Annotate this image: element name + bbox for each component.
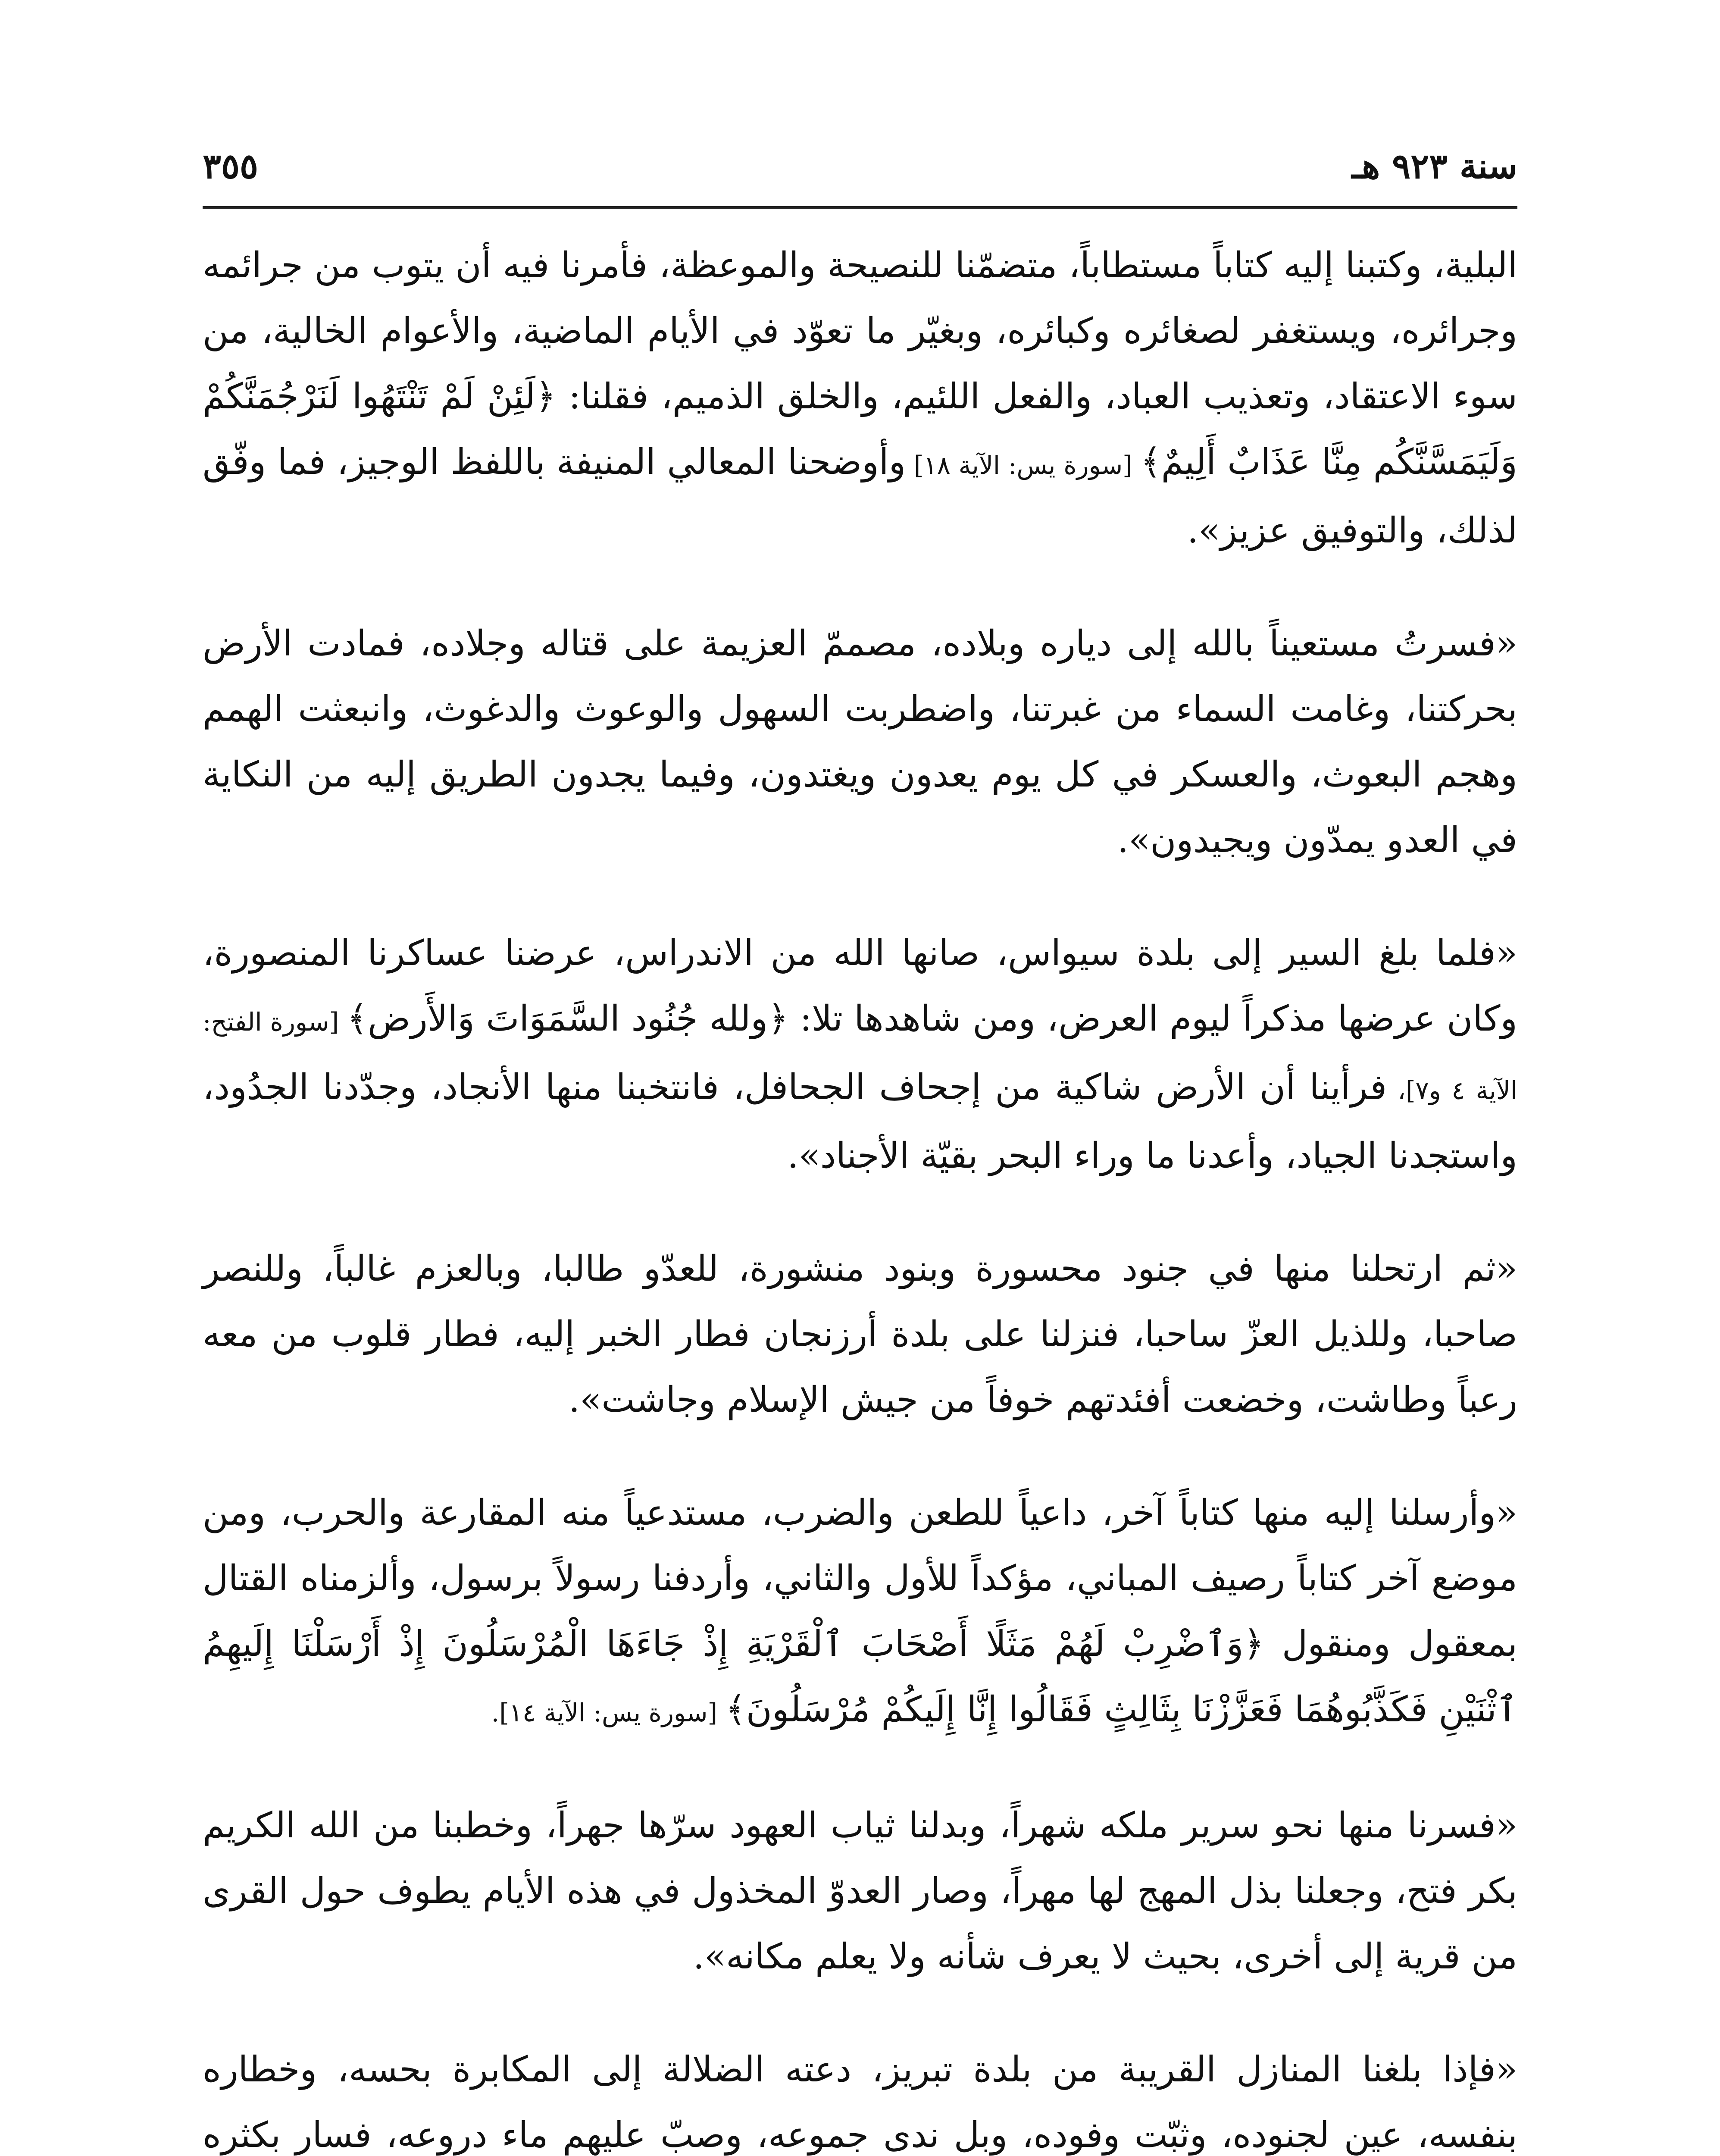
paragraph-text: «فإذا بلغنا المنازل القريبة من بلدة تبريز، دعته الضلالة إلى المكابرة بحسه، وخطاره بنفسه، عين لجنوده، وثبّت وفوده، وبل ندى جموعه، وصبّ عليهم ماء دروعه، فسار بكثره (203, 2049, 1517, 2156)
paragraph-text: «فسرنا منها نحو سرير ملكه شهراً، وبدلنا ثياب العهود سرّها جهراً، وخطبنا من الله الكريم بكر فتح، وجعلنا بذل المهج لها مهراً، وصار العدوّ المخذول في هذه الأيام يطوف حول القرى من قرية إلى أخرى، بحيث لا يعرف شأنه ولا يعلم مكانه». (203, 1805, 1517, 1977)
paragraph-7 (203, 2037, 1517, 2156)
paragraph-4 (203, 1236, 1517, 1433)
paragraph-2 (203, 611, 1517, 873)
verse-reference: [سورة الفتح: الآية ٤ و٧]، (203, 1007, 1517, 1105)
paragraph-text: البلية، وكتبنا إليه كتاباً مستطاباً، متضمّنا للنصيحة والموعظة، فأمرنا فيه أن يتوب من جرائمه وجرائره، ويستغفر لصغائره وكبائره، وبغيّر ما تعوّد في الأيام الماضية، والأعوام الخالية، من سوء الاعتقاد، وتعذيب العباد، والفعل اللئيم، والخلق الذميم، فقلنا: (203, 245, 1517, 417)
quran-verse: ﴿ولله جُنُود السَّمَوَاتَ وَالأَرض﴾ (347, 998, 789, 1039)
quran-verse: ﴿وَٱضْرِبْ لَهُمْ مَثَلًا أَصْحَابَ ٱلْقَرْيَةِ إِذْ جَاءَهَا الْمُرْسَلُونَ إِذْ أَرْسَلْنَا إِلَيهِمُ ٱثْنَيْنِ فَكَذَّبُوهُمَا فَعَزَّزْنَا بِثَالِثٍ فَقَالُوا إِنَّا إِلَيكُمْ مُرْسَلُونَ﴾ (203, 1623, 1517, 1730)
paragraph-3 (203, 921, 1517, 1189)
paragraph-text: «ثم ارتحلنا منها في جنود محسورة وبنود منشورة، للعدّو طالبا، وبالعزم غالباً، وللنصر صاحبا، وللذيل العزّ ساحبا، فنزلنا على بلدة أرزنجان فطار الخبر إليه، فطار قلوب من معه رعباً وطاشت، وخضعت أفئدتهم خوفاً من جيش الإسلام وجاشت». (203, 1248, 1517, 1420)
paragraph-1 (203, 233, 1517, 564)
paragraph-text: وأوضحنا المعالي المنيفة باللفظ الوجيز، فما وفّق لذلك، والتوفيق عزيز». (203, 442, 1517, 551)
paragraph-text: فرأينا أن الأرض شاكية من إجحاف الجحافل، فانتخبنا منها الأنجاد، وجدّدنا الجدُود، واستجدنا الجياد، وأعدنا ما وراء البحر بقيّة الأجناد». (203, 1067, 1517, 1176)
paragraph-6 (203, 1793, 1517, 1990)
paragraph-text: «فسرتُ مستعيناً بالله إلى دياره وبلاده، مصممّ العزيمة على قتاله وجلاده، فمادت الأرض بحركتنا، وغامت السماء من غبرتنا، واضطربت السهول والوعوث والدغوث، وانبعثت الهمم وهجم البعوث، والعسكر في كل يوم يعدون ويغتدون، وفيما يجدون الطريق إليه من النكاية في العدو يمدّون ويجيدون». (203, 623, 1517, 861)
body-text (203, 233, 1517, 2156)
verse-reference: [سورة يس: الآية ١٤]. (491, 1698, 726, 1727)
verse-reference: [سورة يس: الآية ١٨] (906, 451, 1141, 480)
paragraph-5 (203, 1480, 1517, 1745)
running-header (203, 142, 1517, 190)
header-rule (203, 206, 1517, 209)
paragraph-text: «وأرسلنا إليه منها كتاباً آخر، داعياً للطعن والضرب، مستدعياً منه المقارعة والحرب، ومن موضع آخر كتاباً رصيف المباني، مؤكداً للأول والثاني، وأردفنا رسولاً برسول، وألزمناه القتال بمعقول ومنقول (203, 1492, 1517, 1664)
page-number: ٣٥٥ (203, 146, 258, 186)
paragraph-text: «فلما بلغ السير إلى بلدة سيواس، صانها الله من الاندراس، عرضنا عساكرنا المنصورة، وكان عرضها مذكراً ليوم العرض، ومن شاهدها تلا: (203, 933, 1517, 1039)
quran-verse: ﴿لَئِنْ لَمْ تَنْتَهُوا لَنَرْجُمَنَّكُمْ وَلَيَمَسَّنَّكُم مِنَّا عَذَابٌ أَلِيمٌ﴾ (203, 376, 1517, 483)
running-header-year: سنة ٩٢٣ هـ (1351, 146, 1517, 186)
